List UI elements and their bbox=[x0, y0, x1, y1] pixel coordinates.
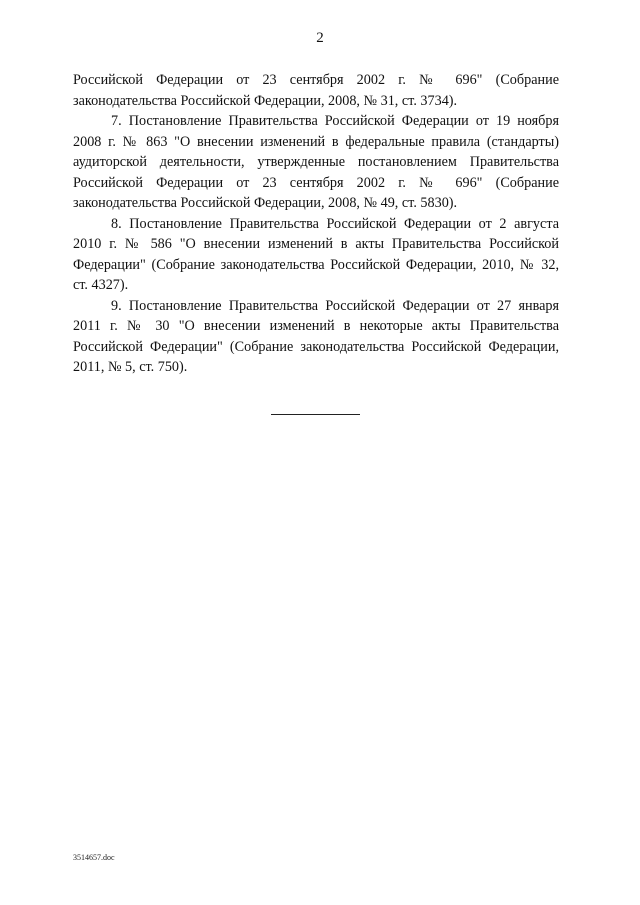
paragraph-item-7: 7. Постановление Правительства Российской Федерации от 19 ноября 2008 г. № 863 "О внесении изменений в федеральные правила (стандарты) аудиторской деятельности, утвержденные постановлением Правительства Российской Федерации от 23 сентября 2002 г. № 696" (Собрание законодательства Российской Федерации, 2008, № 49, ст. 5830). bbox=[73, 113, 559, 211]
page-number: 2 bbox=[316, 30, 324, 46]
document-body bbox=[73, 70, 559, 378]
paragraph-item-8: 8. Постановление Правительства Российской Федерации от 2 августа 2010 г. № 586 "О внесении изменений в акты Правительства Российской Федерации" (Собрание законодательства Российской Федерации, 2010, № 32, ст. 4327). bbox=[73, 215, 559, 293]
paragraph-continuation: Российской Федерации от 23 сентября 2002 г. № 696" (Собрание законодательства Российской Федерации, 2008, № 31, ст. 3734). bbox=[73, 72, 559, 109]
paragraph-item-9: 9. Постановление Правительства Российской Федерации от 27 января 2011 г. № 30 "О внесении изменений в некоторые акты Правительства Российской Федерации" (Собрание законодательства Российской Федерации, 2011, № 5, ст. 750). bbox=[73, 297, 559, 375]
end-separator-line bbox=[271, 414, 360, 415]
footer-doc-id: 3514657.doc bbox=[73, 853, 115, 862]
